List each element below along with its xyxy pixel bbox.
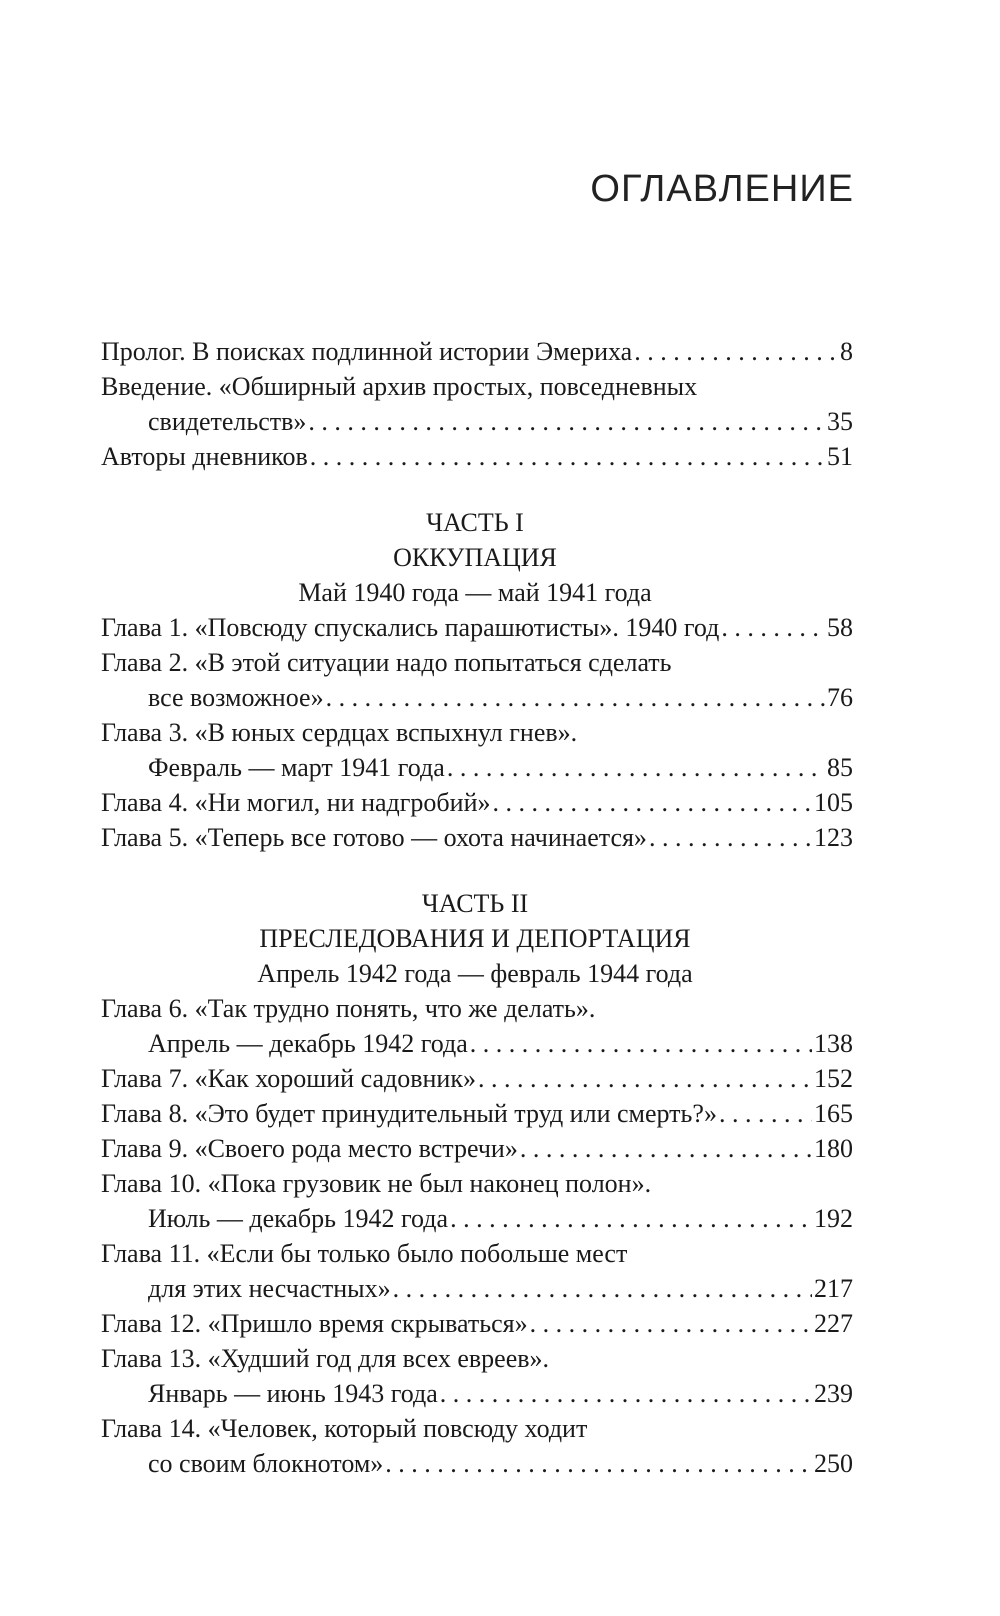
toc-entry[interactable]: [101, 334, 853, 369]
entry-title-line: Глава 9. «Своего рода место встречи»: [101, 1134, 518, 1163]
dot-leader: [520, 1131, 812, 1166]
dot-leader: [450, 1201, 812, 1236]
entry-title-line: Февраль — март 1941 года: [148, 753, 445, 782]
toc-entry[interactable]: [101, 1096, 853, 1131]
page-title: ОГЛАВЛЕНИЕ: [590, 168, 854, 210]
toc-entry[interactable]: [101, 369, 853, 439]
toc-entry[interactable]: [101, 610, 853, 645]
part-1-chapter-list: [101, 610, 853, 855]
part-date-range: Апрель 1942 года — февраль 1944 года: [257, 959, 693, 988]
entry-title-line: Глава 5. «Теперь все готово — охота начинается»: [101, 823, 647, 852]
entry-title-line: Глава 2. «В этой ситуации надо попытаться сделать: [101, 648, 672, 677]
entry-title-line: Глава 6. «Так трудно понять, что же делать».: [101, 994, 596, 1023]
page-number: 227: [814, 1309, 853, 1338]
page-number: 250: [814, 1449, 853, 1478]
page-number: 192: [814, 1204, 853, 1233]
page-number: 239: [814, 1379, 853, 1408]
page-number: 138: [814, 1029, 853, 1058]
entry-title-line: для этих несчастных»: [148, 1274, 391, 1303]
entry-title-line: Глава 13. «Худший год для всех евреев».: [101, 1344, 550, 1373]
toc-entry[interactable]: [101, 820, 853, 855]
page-number: 123: [814, 823, 853, 852]
dot-leader: [721, 610, 825, 645]
entry-title-line: Авторы дневников: [101, 442, 308, 471]
dot-leader: [310, 439, 825, 474]
table-of-contents: [101, 334, 853, 1481]
dot-leader: [385, 1446, 812, 1481]
page-number: 8: [840, 337, 853, 366]
page-number: 58: [827, 613, 853, 642]
entry-title-line: Пролог. В поисках подлинной истории Эмериха: [101, 337, 633, 366]
part-1-heading: [97, 505, 853, 610]
entry-title-line: Глава 8. «Это будет принудительный труд или смерть?»: [101, 1099, 717, 1128]
toc-entry[interactable]: [101, 1166, 853, 1236]
toc-entry[interactable]: [101, 1341, 853, 1411]
dot-leader: [493, 785, 813, 820]
page-number: 105: [814, 788, 853, 817]
part-date-range: Май 1940 года — май 1941 года: [298, 578, 652, 607]
dot-leader: [719, 1096, 812, 1131]
part-label: ЧАСТЬ I: [426, 508, 524, 537]
part-2-heading: [97, 886, 853, 991]
page-number: 51: [827, 442, 853, 471]
entry-title-line: Январь — июнь 1943 года: [148, 1379, 438, 1408]
dot-leader: [440, 1376, 812, 1411]
part-label: ЧАСТЬ II: [421, 889, 529, 918]
toc-entry[interactable]: [101, 1131, 853, 1166]
entry-title-line: Июль — декабрь 1942 года: [148, 1204, 449, 1233]
page-number: 180: [814, 1134, 853, 1163]
entry-title-line: Глава 4. «Ни могил, ни надгробий»: [101, 788, 491, 817]
entry-title-line: Глава 3. «В юных сердцах вспыхнул гнев».: [101, 718, 578, 747]
part-title: ОККУПАЦИЯ: [393, 543, 557, 572]
entry-title-line: со своим блокнотом»: [148, 1449, 384, 1478]
dot-leader: [308, 404, 825, 439]
toc-entry[interactable]: [101, 1411, 853, 1481]
entry-title-line: Введение. «Обширный архив простых, повседневных: [101, 372, 698, 401]
page-number: 217: [814, 1274, 853, 1303]
entry-title-line: Глава 14. «Человек, который повсюду ходит: [101, 1414, 588, 1443]
dot-leader: [634, 334, 838, 369]
toc-entry[interactable]: [101, 439, 853, 474]
page-number: 85: [827, 753, 853, 782]
part-2-chapter-list: [101, 991, 853, 1481]
dot-leader: [478, 1061, 812, 1096]
entry-title-line: Апрель — декабрь 1942 года: [148, 1029, 468, 1058]
dot-leader: [530, 1306, 812, 1341]
dot-leader: [649, 820, 812, 855]
entry-title-line: Глава 11. «Если бы только было побольше мест: [101, 1239, 628, 1268]
dot-leader: [447, 750, 825, 785]
entry-title-line: все возможное»: [148, 683, 324, 712]
dot-leader: [470, 1026, 812, 1061]
entry-title-line: Глава 10. «Пока грузовик не был наконец полон».: [101, 1169, 652, 1198]
part-title: ПРЕСЛЕДОВАНИЯ И ДЕПОРТАЦИЯ: [259, 924, 691, 953]
page-number: 35: [827, 407, 853, 436]
page-number: 152: [814, 1064, 853, 1093]
toc-entry[interactable]: [101, 715, 853, 785]
entry-title-line: Глава 12. «Пришло время скрываться»: [101, 1309, 528, 1338]
toc-entry[interactable]: [101, 645, 853, 715]
toc-entry[interactable]: [101, 1061, 853, 1096]
toc-entry[interactable]: [101, 785, 853, 820]
front-matter-list: [101, 334, 853, 474]
entry-title-line: Глава 1. «Повсюду спускались парашютисты». 1940 год: [101, 613, 720, 642]
toc-entry[interactable]: [101, 1236, 853, 1306]
toc-entry[interactable]: [101, 991, 853, 1061]
dot-leader: [393, 1271, 812, 1306]
page-number: 165: [814, 1099, 853, 1128]
entry-title-line: свидетельств»: [148, 407, 307, 436]
dot-leader: [326, 680, 825, 715]
toc-entry[interactable]: [101, 1306, 853, 1341]
entry-title-line: Глава 7. «Как хороший садовник»: [101, 1064, 476, 1093]
page-number: 76: [827, 683, 853, 712]
